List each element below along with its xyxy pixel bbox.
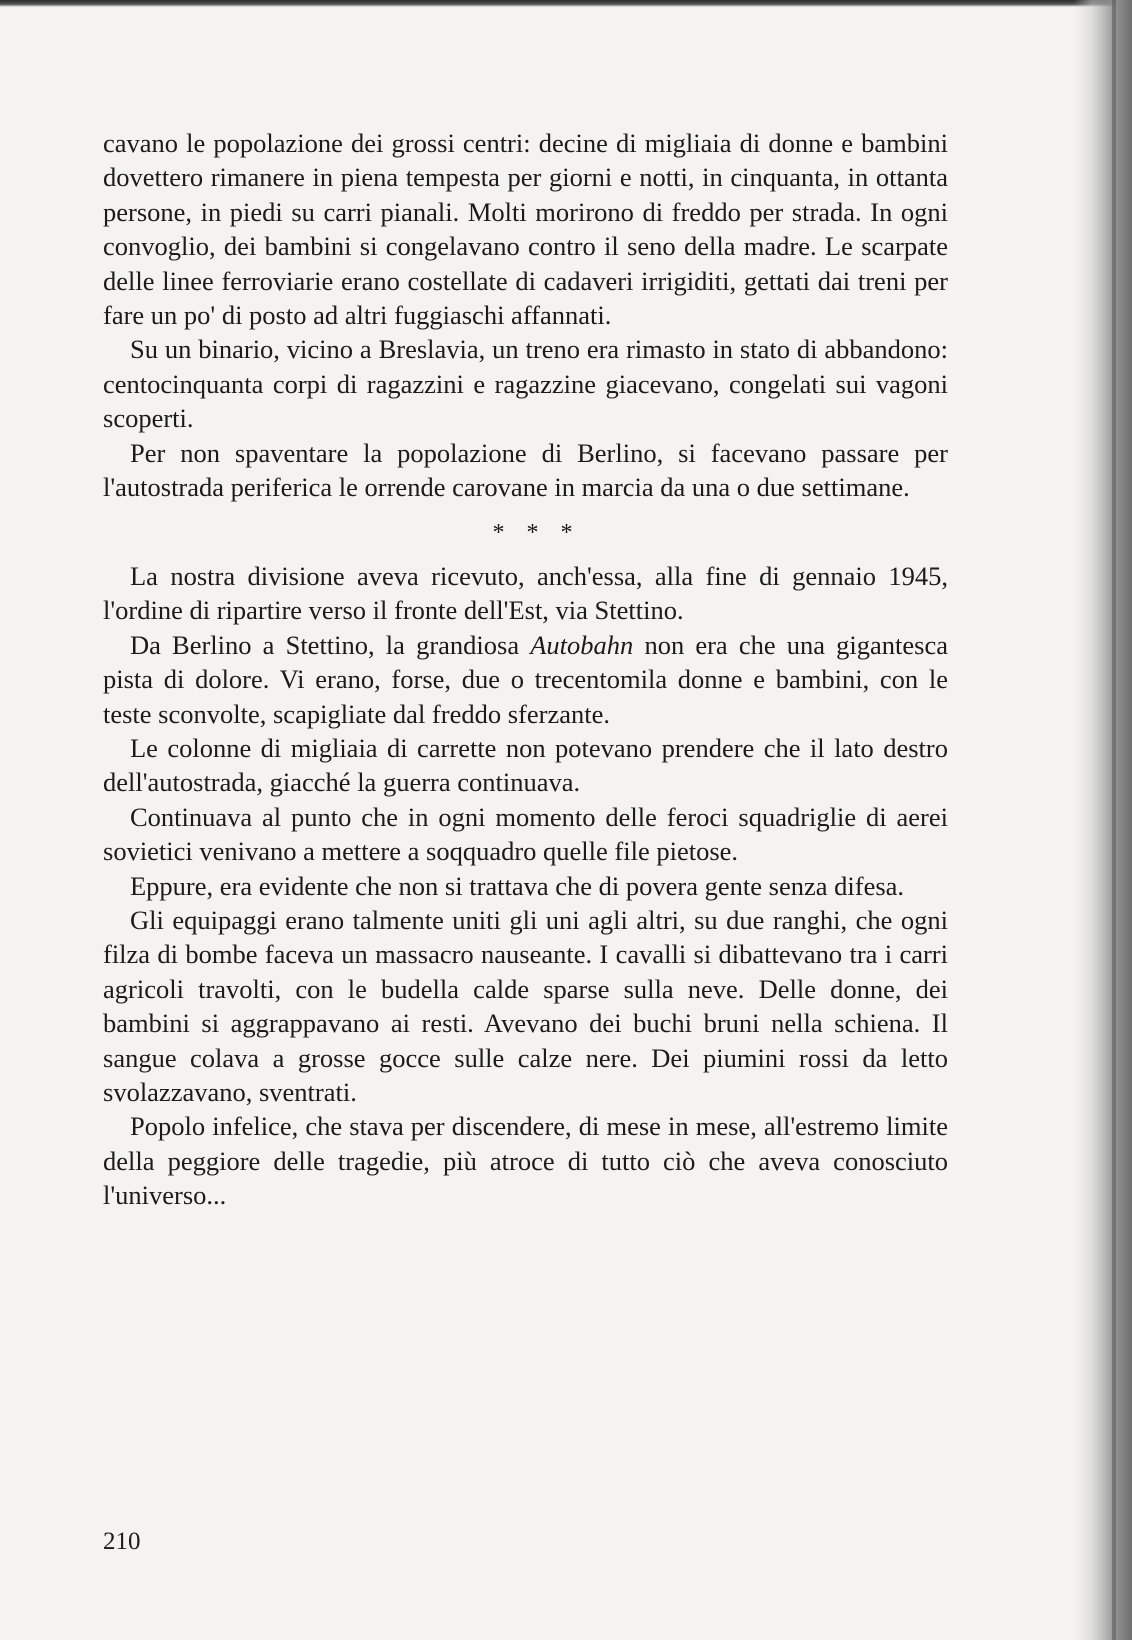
binding-edge <box>1112 0 1116 1640</box>
paragraph-8: Eppure, era evidente che non si trattava che di povera gente senza difesa. <box>130 870 905 901</box>
paragraph-4: La nostra divisione aveva ricevuto, anch'essa, alla fine di gennaio 1945, l'ordine di ripartire verso il fronte dell'Est, via Stettino. <box>103 560 948 626</box>
body-text <box>103 126 948 1213</box>
paragraph-10: Popolo infelice, che stava per discendere, di mese in mese, all'estremo limite della peggiore delle tragedie, più atroce di tutto ciò che aveva conosciuto l'universo... <box>103 1111 948 1211</box>
paragraph-7: Continuava al punto che in ogni momento delle feroci squadriglie di aerei sovietici venivano a mettere a soqquadro quelle file pietose. <box>103 801 948 867</box>
paragraph-6: Le colonne di migliaia di carrette non potevano prendere che il lato destro dell'autostrada, giacché la guerra continuava. <box>103 732 948 798</box>
top-edge-rule <box>0 0 1132 7</box>
section-break-asterism: * * * <box>492 520 581 547</box>
paragraph-5-end: non era che una gigantesca pista di dolore. Vi erano, forse, due o trecentomila donne e bambini, con le teste sconvolte, scapigliate dal freddo sferzante. <box>103 629 948 729</box>
binding-shadow <box>1074 0 1132 1640</box>
paragraph-5 <box>103 628 948 731</box>
paragraph-1: cavano le popolazione dei grossi centri: decine di migliaia di donne e bambini dovettero rimanere in piena tempesta per giorni e notti, in cinquanta, in ottanta persone, in piedi su carri pianali. Molti morirono di freddo per strada. In ogni convoglio, dei bambini si congelavano contro il seno della madre. Le scarpate delle linee ferroviarie erano costellate di cadaveri irrigiditi, gettati dai treni per fare un po' di posto ad altri fuggiaschi affannati. <box>103 128 948 331</box>
paragraph-5-start: Da Berlino a Stettino, la grandiosa <box>130 629 531 660</box>
autobahn-italic: Autobahn <box>530 629 634 660</box>
paragraph-9: Gli equipaggi erano talmente uniti gli uni agli altri, su due ranghi, che ogni filza di bombe faceva un massacro nauseante. I cavalli si dibattevano tra i carri agricoli travolti, con le budella calde sparse sulla neve. Delle donne, dei bambini si aggrappavano ai resti. Avevano dei buchi bruni nella schiena. Il sangue colava a grosse gocce sulle calze nere. Dei piumini rossi da letto svolazzavano, sventrati. <box>103 904 948 1107</box>
page-number: 210 <box>103 1528 141 1555</box>
paragraph-3: Per non spaventare la popolazione di Berlino, si facevano passare per l'autostrada periferica le orrende carovane in marcia da una o due settimane. <box>103 437 948 503</box>
paragraph-2: Su un binario, vicino a Breslavia, un treno era rimasto in stato di abbandono: centocinquanta corpi di ragazzini e ragazzine giacevano, congelati sui vagoni scoperti. <box>103 334 948 434</box>
